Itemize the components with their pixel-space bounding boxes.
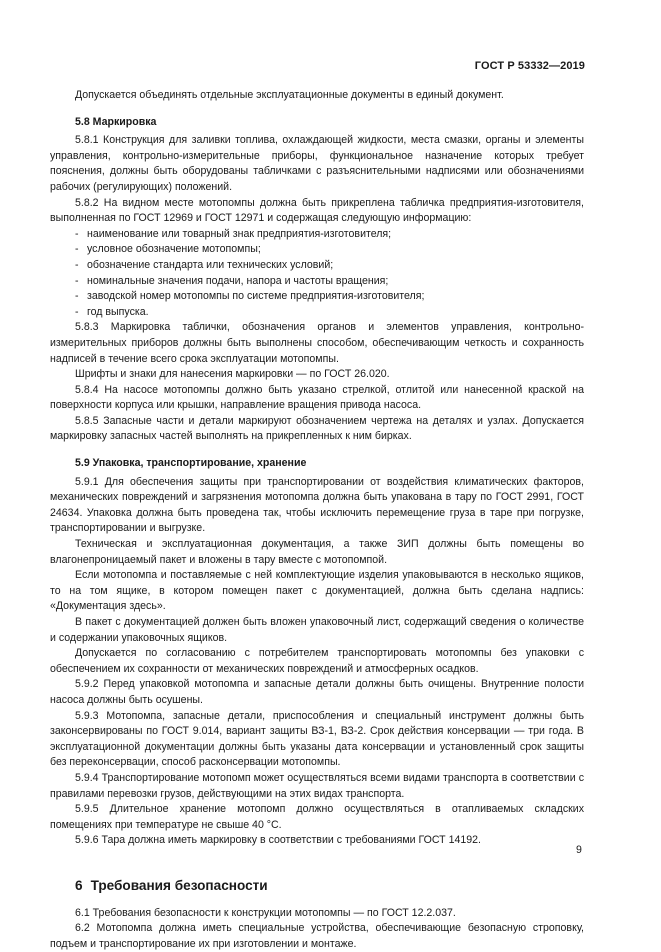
- paragraph-5-9-1-nopack: Допускается по согласованию с потребителем транспортировать мотопомпы без упаковки с обеспечением их сохранности от механических повреждений и атмосферных осадков.: [50, 647, 584, 675]
- paragraph-5-9-1: 5.9.1 Для обеспечения защиты при транспортировании от воздействия климатических факторов, механических повреждений и загрязнения мотопомпа должна быть упакована в тару по ГОСТ 2991, ГОСТ 24634. Упаковка должна быть проведена так, чтобы исключить перемещение груза в таре при погрузке, транспортировании и выгрузке.: [50, 475, 584, 535]
- paragraph-5-8-5: 5.8.5 Запасные части и детали маркируют обозначением чертежа на деталях и узлах. Допускается маркировку запасных частей выполнять на прикрепленных к ним бирках.: [50, 414, 584, 443]
- paragraph-5-8-4: 5.8.4 На насосе мотопомпы должно быть указано стрелкой, отлитой или нанесенной краской на поверхности корпуса или крышки, направление вращения привода насоса.: [50, 383, 584, 412]
- paragraph-5-8-2: 5.8.2 На видном месте мотопомпы должна быть прикреплена табличка предприятия-изготовителя, выполненная по ГОСТ 12969 и ГОСТ 12971 и содержащая следующую информацию:: [50, 196, 584, 225]
- section-5-8-heading: 5.8 Маркировка: [75, 115, 157, 128]
- list-item: - заводской номер мотопомпы по системе предприятия-изготовителя;: [75, 290, 425, 303]
- page-body: [50, 88, 584, 952]
- paragraph-5-9-1-docs: Техническая и эксплуатационная документация, а также ЗИП должны быть помещены во влагонепроницаемый пакет и вложены в тару вместе с мотопомпой.: [50, 538, 584, 566]
- list-item: - наименование или товарный знак предприятия-изготовителя;: [75, 227, 392, 240]
- paragraph-5-9-2: 5.9.2 Перед упаковкой мотопомпа и запасные детали должны быть очищены. Внутренние полости насоса должны быть осушены.: [50, 678, 584, 706]
- intro-paragraph: Допускается объединять отдельные эксплуатационные документы в единый документ.: [75, 89, 504, 101]
- section-5-9-heading: 5.9 Упаковка, транспортирование, хранение: [75, 457, 307, 470]
- list-item: - обозначение стандарта или технических условий;: [75, 258, 334, 271]
- paragraph-5-9-3: 5.9.3 Мотопомпа, запасные детали, приспособления и специальный инструмент должны быть законсервированы по ГОСТ 9.014, вариант защиты ВЗ-1, ВЗ-2. Срок действия консервации — три года. В эксплуатационной документации должны быть указаны дата консервации и установленный срок защиты без переконсервации, способ расконсервации мотопомпы.: [50, 709, 584, 769]
- paragraph-5-8-3-fonts: Шрифты и знаки для нанесения маркировки — по ГОСТ 26.020.: [75, 368, 390, 381]
- paragraph-5-8-1: 5.8.1 Конструкция для заливки топлива, охлаждающей жидкости, места смазки, органы и элементы управления, контрольно-измерительные приборы, функциональное назначение которых требует пояснения, должны быть оборудованы табличками с разъяснительными надписями или обозначениями рабочих (регулирующих) положений.: [50, 134, 584, 193]
- section-6-number: 6: [75, 877, 83, 893]
- paragraph-5-9-5: 5.9.5 Длительное хранение мотопомп должно осуществляться в отапливаемых складских помещениях при температуре не свыше 40 °С.: [50, 803, 584, 831]
- section-6-title: Требования безопасности: [90, 877, 268, 893]
- paragraph-5-9-1-packlist: В пакет с документацией должен быть вложен упаковочный лист, содержащий сведения о количестве и содержании упаковочных ящиков.: [50, 616, 584, 644]
- paragraph-5-8-3: 5.8.3 Маркировка таблички, обозначения органов и элементов управления, контрольно-измерительных приборов должны быть выполнены способом, обеспечивающим четкость и сохранность надписей в течение всего срока эксплуатации мотопомпы.: [50, 321, 584, 365]
- list-item: - год выпуска.: [75, 305, 149, 318]
- section-6-heading: [50, 878, 584, 894]
- document-header: ГОСТ Р 53332—2019: [474, 60, 585, 72]
- paragraph-5-9-4: 5.9.4 Транспортирование мотопомп может осуществляться всеми видами транспорта в соответствии с правилами перевозки грузов, действующими на этих видах транспорта.: [50, 771, 584, 800]
- paragraph-6-2: 6.2 Мотопомпа должна иметь специальные устройства, обеспечивающие безопасную строповку, подъем и транспортирование их при изготовлении и монтаже.: [50, 922, 584, 950]
- paragraph-5-9-6: 5.9.6 Тара должна иметь маркировку в соответствии с требованиями ГОСТ 14192.: [75, 834, 481, 847]
- list-item: - условное обозначение мотопомпы;: [75, 243, 261, 256]
- list-item: - номинальные значения подачи, напора и частоты вращения;: [75, 274, 389, 287]
- page-number: 9: [576, 844, 582, 856]
- paragraph-6-1: 6.1 Требования безопасности к конструкции мотопомпы — по ГОСТ 12.2.037.: [75, 906, 456, 919]
- paragraph-5-9-1-boxes: Если мотопомпа и поставляемые с ней комплектующие изделия упаковываются в несколько ящиков, то на том ящике, в котором помещен пакет с документацией, должна быть сделана надпись: «Документация здесь».: [50, 569, 584, 613]
